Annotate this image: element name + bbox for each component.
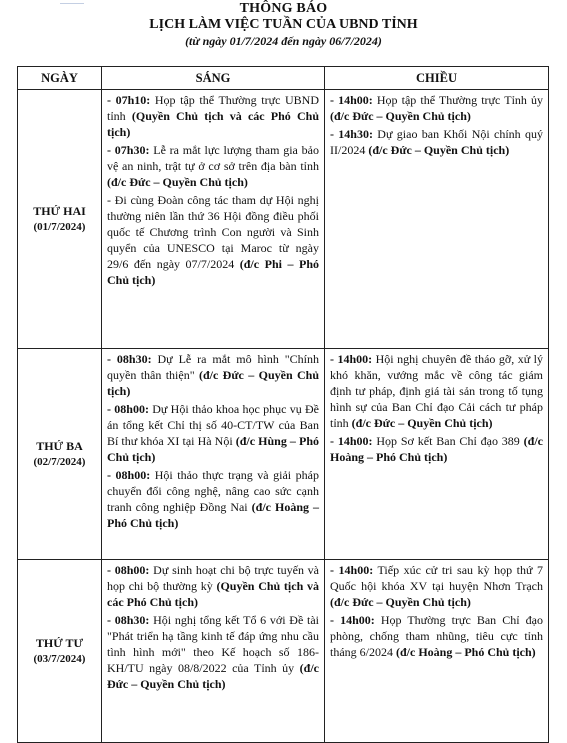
schedule-item: [330, 433, 543, 465]
item-text: Họp Thường trực Ban Chỉ đạo phòng, chống tham nhũng, tiêu cực tỉnh tháng 6/2024: [330, 613, 543, 659]
afternoon-cell: [325, 349, 549, 560]
scan-mark: [60, 0, 84, 4]
column-header-morning: SÁNG: [102, 67, 325, 90]
item-time: - 14h00:: [330, 352, 373, 366]
item-time: - 08h30:: [107, 613, 150, 627]
item-text: Hội thảo thực trạng và giải pháp chuyển đổi công nghệ, nâng cao sức cạnh tranh công nghiệp Đồng Nai: [107, 468, 319, 514]
column-header-day: NGÀY: [18, 67, 102, 90]
day-date: (03/7/2024): [33, 653, 86, 665]
item-text: - Đi cùng Đoàn công tác tham dự Hội nghị thường niên lần thứ 36 Hội đồng điều phối quốc tế Chương trình Con người và Sinh quyển của UNESCO tại Maroc từ ngày 29/6 đến ngày 07/7/2024: [107, 193, 319, 271]
item-time: - 08h00:: [107, 402, 149, 416]
item-attendee: (đ/c Đức – Quyền Chủ tịch): [368, 143, 510, 157]
schedule-item: [107, 562, 319, 610]
date-range: (từ ngày 01/7/2024 đến ngày 06/7/2024): [185, 34, 382, 48]
table-row: [18, 349, 549, 560]
day-date: (01/7/2024): [33, 221, 86, 233]
item-text: Họp tập thể Thường trực Tỉnh ủy: [372, 93, 543, 107]
item-time: - 08h00:: [107, 563, 150, 577]
notice-title: THÔNG BÁO: [239, 1, 328, 16]
afternoon-cell: [325, 560, 549, 743]
schedule-item: [107, 142, 319, 190]
item-attendee: (Quyền Chủ tịch và các Phó Chủ tịch): [107, 109, 319, 139]
schedule-item: [330, 612, 543, 660]
item-time: - 14h30:: [330, 127, 373, 141]
item-text: Họp Sơ kết Ban Chỉ đạo 389: [372, 434, 524, 448]
item-time: - 14h00:: [330, 93, 373, 107]
schedule-item: [107, 401, 319, 465]
column-header-afternoon: CHIỀU: [325, 67, 549, 90]
item-attendee: (đ/c Hoàng – Phó Chủ tịch): [396, 645, 536, 659]
morning-cell: [102, 90, 325, 349]
item-time: - 14h00:: [330, 613, 375, 627]
item-attendee: (đ/c Đức – Quyền Chủ tịch): [351, 416, 493, 430]
day-cell: [18, 90, 102, 349]
item-attendee: (đ/c Đức – Quyền Chủ tịch): [330, 595, 471, 609]
item-attendee: (đ/c Hoàng – Phó Chủ tịch): [330, 434, 543, 464]
day-date: (02/7/2024): [33, 456, 86, 468]
day-name: THỨ BA: [36, 439, 83, 453]
item-attendee: (Quyền Chủ tịch và các Phó Chủ tịch): [107, 579, 319, 609]
item-attendee: (đ/c Đức – Quyền Chủ tịch): [107, 368, 319, 398]
item-text: Hội nghị tổng kết Tổ 6 với Đề tài "Phát triển hạ tầng kinh tế đáp ứng nhu cầu tình hình mới" theo Kế hoạch số 186- KH/TU ngày 08/8/2022 của Tỉnh ủy: [107, 613, 319, 675]
schedule-item: [330, 92, 543, 124]
item-text: Hội nghị chuyên đề tháo gỡ, xử lý khó khăn, vướng mắc về công tác giám định tư pháp, định giá tài sản trong tố tụng hình sự của Ban Chỉ đạo Cải cách tư pháp tỉnh: [330, 352, 544, 430]
item-time: - 14h00:: [330, 563, 374, 577]
day-name: THỨ HAI: [33, 204, 86, 218]
header-row: [18, 67, 549, 90]
afternoon-cell: [325, 90, 549, 349]
item-attendee: (đ/c Hoàng – Phó Chủ tịch): [107, 500, 319, 530]
schedule-table: [17, 66, 549, 743]
schedule-item: [107, 192, 319, 288]
schedule-item: [330, 351, 543, 431]
item-time: - 08h30:: [107, 352, 152, 366]
item-attendee: (đ/c Đức – Quyền Chủ tịch): [107, 175, 248, 189]
schedule-item: [107, 467, 319, 531]
item-text: Lễ ra mắt lực lượng tham gia bảo vệ an ninh, trật tự ở cơ sở trên địa bàn tỉnh: [107, 143, 319, 173]
item-attendee: (đ/c Đức – Quyền Chủ tịch): [107, 661, 319, 691]
item-text: Tiếp xúc cử tri sau kỳ họp thứ 7 Quốc hội khóa XV tại huyện Nhơn Trạch: [330, 563, 543, 593]
morning-cell: [102, 560, 325, 743]
schedule-item: [107, 351, 319, 399]
schedule-item: [107, 612, 319, 692]
item-time: - 08h00:: [107, 468, 151, 482]
morning-cell: [102, 349, 325, 560]
item-attendee: (đ/c Phi – Phó Chủ tịch): [107, 257, 320, 287]
item-time: - 14h00:: [330, 434, 373, 448]
item-attendee: (đ/c Hùng – Phó Chủ tịch): [107, 434, 319, 464]
item-text: Họp tập thể Thường trực UBND tỉnh: [107, 93, 319, 123]
day-name: THỨ TƯ: [35, 636, 84, 650]
day-cell: [18, 349, 102, 560]
item-time: - 07h30:: [107, 143, 150, 157]
item-text: Dự Lễ ra mắt mô hình "Chính quyền thân thiện": [107, 352, 319, 382]
item-time: - 07h10:: [107, 93, 151, 107]
item-text: Dự sinh hoạt chi bộ trực tuyến và họp chi bộ thường kỳ: [107, 563, 320, 593]
schedule-item: [330, 126, 543, 158]
notice-subtitle: LỊCH LÀM VIỆC TUẦN CỦA UBND TỈNH: [149, 17, 418, 32]
schedule-item: [107, 92, 319, 140]
document-header: [0, 0, 567, 49]
day-cell: [18, 560, 102, 743]
table-row: [18, 560, 549, 743]
schedule-item: [330, 562, 543, 610]
item-text: Dự Hội thảo khoa học phục vụ Đề án tổng kết Chỉ thị số 40-CT/TW của Ban Bí thư khóa XI tại Hà Nội: [107, 402, 319, 448]
table-row: [18, 90, 549, 349]
item-text: Dự giao ban Khối Nội chính quý II/2024: [330, 127, 543, 157]
item-attendee: (đ/c Đức – Quyền Chủ tịch): [330, 109, 471, 123]
